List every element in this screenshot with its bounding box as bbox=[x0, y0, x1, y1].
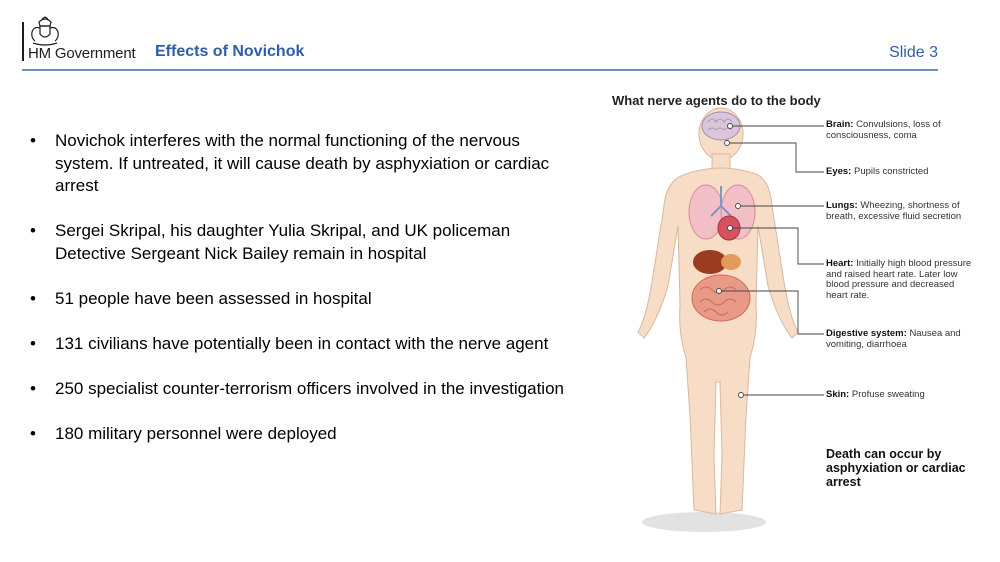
slide-header bbox=[0, 0, 1000, 72]
eyes-label-text: Pupils constricted bbox=[854, 166, 929, 177]
nerve-agent-diagram bbox=[600, 86, 980, 546]
bullet-item: • 131 civilians have potentially been in contact with the nerve agent bbox=[30, 333, 575, 356]
lungs-label-text: Wheezing, shortness of breath, excessive fluid secretion bbox=[826, 200, 962, 222]
eyes-label-organ: Eyes: bbox=[826, 166, 852, 177]
bullet-item: • 51 people have been assessed in hospital bbox=[30, 288, 575, 311]
skin-label-organ: Skin: bbox=[826, 389, 850, 400]
digestive-label-text: Nausea and vomiting, diarrhoea bbox=[826, 328, 961, 350]
lungs-label-organ: Lungs: bbox=[826, 200, 858, 211]
stomach-organ bbox=[721, 254, 741, 270]
header-divider bbox=[22, 69, 938, 71]
heart-label-organ: Heart: bbox=[826, 258, 854, 269]
skin-label-text: Profuse sweating bbox=[851, 389, 925, 400]
eyes-label bbox=[826, 167, 976, 178]
slide-number: Slide 3 bbox=[889, 44, 938, 61]
royal-crest-icon bbox=[28, 16, 62, 46]
heart-label bbox=[826, 259, 976, 301]
government-bar bbox=[22, 22, 24, 61]
intestines-organ bbox=[692, 275, 750, 321]
brain-label bbox=[826, 120, 976, 141]
death-note: Death can occur by asphyxiation or cardiac arrest bbox=[826, 447, 966, 489]
bullet-item: • Sergei Skripal, his daughter Yulia Skripal, and UK policeman Detective Sergeant Nick Bailey remain in hospital bbox=[30, 220, 575, 265]
digestive-label bbox=[826, 329, 976, 350]
slide-title: Effects of Novichok bbox=[155, 43, 305, 60]
bullet-item: • Novichok interferes with the normal functioning of the nervous system. If untreated, it will cause death by asphyxiation or cardiac arrest bbox=[30, 130, 575, 198]
brain-label-organ: Brain: bbox=[826, 119, 854, 130]
ground-shadow bbox=[642, 512, 766, 532]
bullet-list bbox=[30, 130, 575, 468]
skin-label bbox=[826, 390, 976, 401]
diagram-title: What nerve agents do to the body bbox=[612, 93, 821, 108]
bullet-item: • 250 specialist counter-terrorism officers involved in the investigation bbox=[30, 378, 575, 401]
bullet-item: • 180 military personnel were deployed bbox=[30, 423, 575, 446]
digestive-label-organ: Digestive system: bbox=[826, 328, 907, 339]
lungs-label bbox=[826, 201, 976, 222]
organisation-name: HM Government bbox=[28, 45, 136, 62]
brain-label-text: Convulsions, loss of consciousness, coma bbox=[826, 119, 941, 141]
heart-label-text: Initially high blood pressure and raised heart rate. Later low blood pressure and decreased heart rate. bbox=[826, 258, 972, 301]
